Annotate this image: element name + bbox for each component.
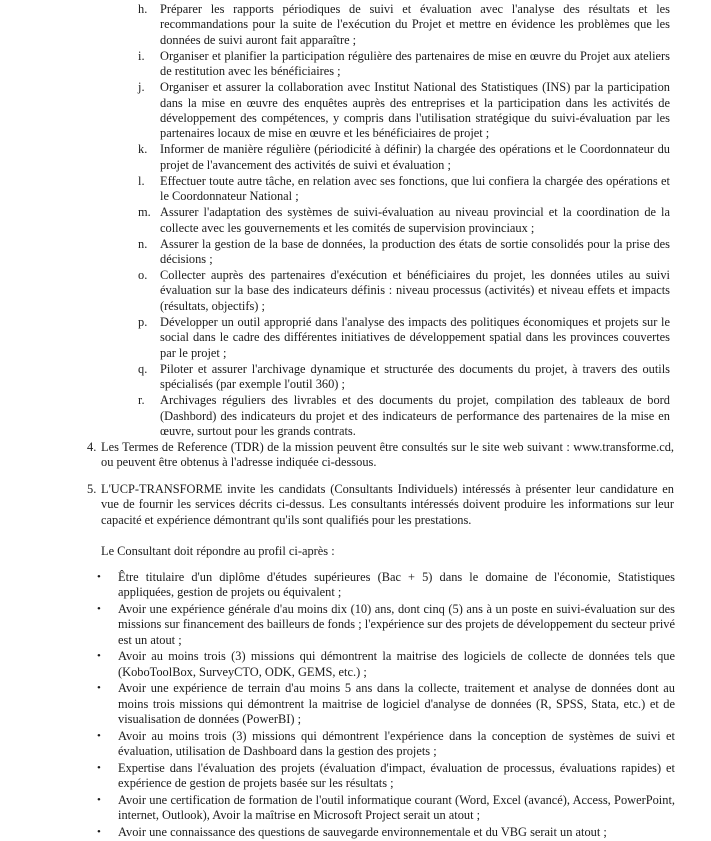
task-item — [138, 393, 670, 439]
item-letter: p. — [138, 314, 148, 329]
task-item — [138, 361, 670, 393]
requirement-text: Avoir au moins trois (3) missions qui démontrent l'expérience dans la conception de systèmes de suivi et évaluation, utilisation de Dashboard dans la gestion des projets ; — [118, 728, 675, 759]
requirement-item — [97, 760, 675, 792]
task-item — [138, 236, 670, 268]
task-item — [138, 314, 670, 361]
item-text: Assurer la gestion de la base de données, la production des états de sortie consolidés pour la prise des décisions ; — [160, 236, 670, 267]
item-text: Piloter et assurer l'archivage dynamique et structurée des documents du projet, à travers des outils spécialisés (par exemple l'outil 360) ; — [160, 361, 670, 392]
paragraph-number: 4. — [87, 440, 97, 454]
task-item — [138, 142, 670, 173]
task-item — [138, 80, 670, 142]
paragraph-4 — [87, 440, 674, 471]
task-item — [138, 48, 670, 80]
requirement-text: Avoir une expérience de terrain d'au moins 5 ans dans la collecte, traitement et analyse de données dont au moins trois missions qui démontrent la maitrise de logiciel d'analyse de données (R, SPSS, Stata, etc.) et de visualisation de données (PowerBI) ; — [118, 681, 675, 727]
task-item — [138, 173, 670, 205]
requirement-item — [97, 792, 675, 824]
item-text: Archivages réguliers des livrables et des documents du projet, compilation des tableaux de bord (Dashbord) des indicateurs du projet et des indicateurs de performance des partenaires de la mise en œuvre, surtout pour les grands contrats. — [160, 393, 670, 438]
item-letter: o. — [138, 268, 148, 283]
bullet-icon: • — [97, 650, 101, 663]
item-text: Effectuer toute autre tâche, en relation avec ses fonctions, que lui confiera la chargée des opérations et le Coordonnateur National ; — [160, 173, 670, 204]
requirement-item — [97, 602, 675, 648]
requirement-text: Avoir une connaissance des questions de sauvegarde environnementale et du VBG serait un atout ; — [118, 824, 607, 839]
item-text: Collecter auprès des partenaires d'exécution et bénéficiaires du projet, les données utiles au suivi évaluation sur la base des indicateurs définis : niveau processus (activités) et niveau effets et impacts (résultats, objectifs) ; — [160, 268, 670, 313]
profile-requirements-list — [97, 570, 675, 841]
item-text: Organiser et assurer la collaboration avec Institut National des Statistiques (INS) par la participation dans la mise en œuvre des enquêtes auprès des entreprises et la participation dans les activités de développement des compétences, y compris dans l'utilisation stratégique du suivi-évaluation par les partenaires locaux de mise en œuvre et les bénéficiaires de projet ; — [160, 80, 670, 141]
item-letter: m. — [138, 205, 151, 220]
requirement-item — [97, 649, 675, 680]
requirement-item — [97, 824, 675, 840]
requirement-text: Avoir au moins trois (3) missions qui démontrent la maitrise des logiciels de collecte de données tels que (KoboToolBox, SurveyCTO, ODK, GEMS, etc.) ; — [118, 649, 675, 679]
task-item — [138, 205, 670, 236]
bullet-icon: • — [97, 761, 101, 774]
paragraph-text: L'UCP-TRANSFORME invite les candidats (Consultants Individuels) intéressés à présenter leur candidature en vue de fournir les services décrits ci-dessus. Les consultants intéressés doivent produire les informations sur leur capacité et expérience démontrant qu'ils sont qualifiés pour les prestations. — [101, 482, 674, 527]
item-letter: k. — [138, 142, 148, 157]
profile-intro: Le Consultant doit répondre au profil ci-après : — [101, 544, 335, 558]
item-letter: q. — [138, 361, 148, 376]
bullet-icon: • — [97, 793, 101, 806]
requirement-item — [97, 681, 675, 727]
paragraph-number: 5. — [87, 482, 97, 496]
bullet-icon: • — [97, 571, 101, 583]
requirement-text: Avoir une expérience générale d'au moins dix (10) ans, dont cinq (5) ans à un poste en suivi-évaluation sur des missions sur financement des bailleurs de fonds ; l'expérience sur des projets de développement du secteur privé est un atout ; — [118, 602, 675, 647]
item-text: Informer de manière régulière (périodicité à définir) la chargée des opérations et le Coordonnateur du projet de l'avancement des activités de suivi et évaluation ; — [160, 142, 670, 172]
item-letter: h. — [138, 2, 148, 16]
requirement-text: Être titulaire d'un diplôme d'études supérieures (Bac + 5) dans le domaine de l'économie, Statistiques appliquées, gestion de projets ou équivalent ; — [118, 570, 675, 600]
item-text: Assurer l'adaptation des systèmes de suivi-évaluation au niveau provincial et la coordination de la collecte avec les gouvernements et les comités de supervision provinciaux ; — [160, 205, 670, 235]
requirement-item — [97, 728, 675, 760]
requirement-item — [97, 570, 675, 601]
paragraph-5 — [87, 482, 674, 528]
item-letter: n. — [138, 236, 148, 251]
item-text: Organiser et planifier la participation régulière des partenaires de mise en œuvre du Projet aux ateliers de restitution avec les bénéficiaires ; — [160, 48, 670, 79]
task-item — [138, 268, 670, 314]
item-letter: l. — [138, 173, 145, 188]
item-text: Développer un outil approprié dans l'analyse des impacts des politiques économiques et projets sur le social dans le cadre des différentes initiatives de développement spatial dans les provinces couvertes par le projet ; — [160, 314, 670, 360]
requirement-text: Avoir une certification de formation de l'outil informatique courant (Word, Excel (avancé), Access, PowerPoint, internet, Outlook), Avoir la maîtrise en Microsoft Project serait un atout ; — [118, 792, 675, 823]
lettered-task-list — [138, 2, 670, 440]
item-letter: j. — [138, 80, 145, 95]
item-letter: r. — [138, 393, 145, 408]
bullet-icon: • — [97, 682, 101, 695]
item-letter: i. — [138, 48, 145, 63]
requirement-text: Expertise dans l'évaluation des projets (évaluation d'impact, évaluation de processus, évaluations rapides) et expérience de gestion de projets basée sur les résultats ; — [118, 760, 675, 791]
item-text: Préparer les rapports périodiques de suivi et évaluation avec l'analyse des résultats et les recommandations pour la suite de l'exécution du Projet et mettre en évidence les problèmes que les données de suivi auront fait apparaître ; — [160, 2, 670, 47]
paragraph-text: Les Termes de Reference (TDR) de la mission peuvent être consultés sur le site web suivant : www.transforme.cd, ou peuvent être obtenus à l'adresse indiquée ci-dessous. — [101, 440, 674, 470]
bullet-icon: • — [97, 603, 101, 615]
bullet-icon: • — [97, 825, 101, 838]
bullet-icon: • — [97, 729, 101, 742]
task-item — [138, 2, 670, 48]
